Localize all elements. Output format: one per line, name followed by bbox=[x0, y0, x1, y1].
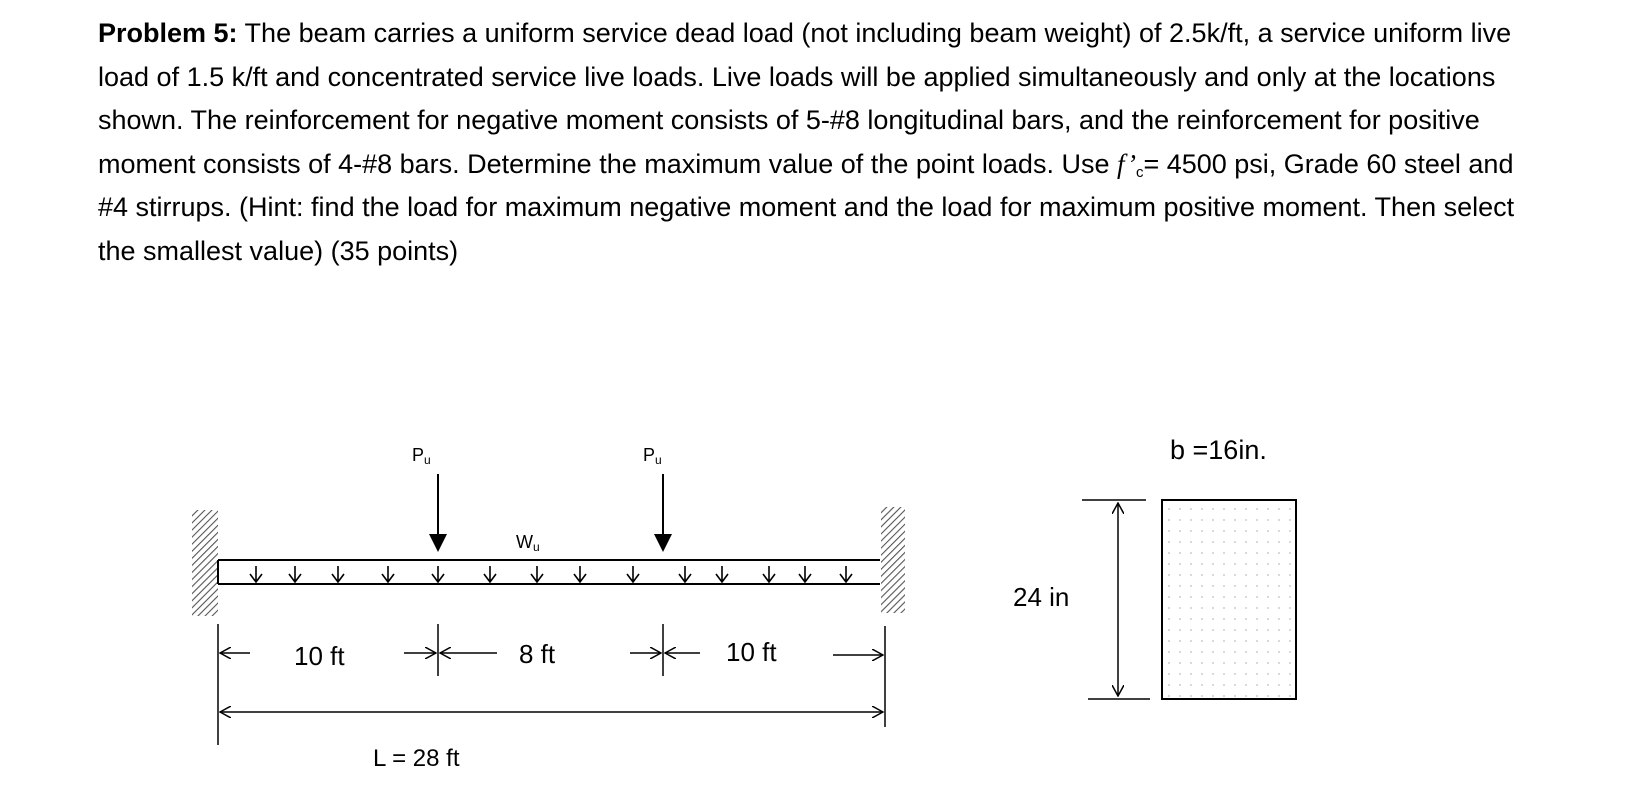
beam-cross-section bbox=[1162, 500, 1296, 699]
point-load-left-arrow bbox=[429, 474, 447, 552]
fc-subscript: c bbox=[1135, 163, 1144, 181]
left-fixed-support bbox=[192, 510, 218, 616]
distributed-load-label: Wu bbox=[516, 532, 540, 554]
point-load-right-arrow bbox=[654, 474, 672, 552]
span-left-label: 10 ft bbox=[294, 641, 345, 671]
problem-text-part-2: = 4500 psi, Grade 60 steel and #4 stirrups. (Hint: find the load for maximum negative moment and the load for maximum positive moment. Then select the smallest value) (35 points) bbox=[98, 148, 1515, 266]
problem-text-part-1: The beam carries a uniform service dead load (not including beam weight) of 2.5k/ft, a service uniform live load of 1.5 k/ft and concentrated service live loads. Live loads will be applied simultaneously and only at the locations shown. The reinforcement for negative moment consists of 5-#8 longitudinal bars, and the reinforcement for positive moment consists of 4-#8 bars. Determine the maximum value of the point loads. Use bbox=[98, 18, 1512, 179]
span-right-label: 10 ft bbox=[726, 637, 777, 667]
section-width-label: b =16in. bbox=[1170, 435, 1267, 465]
point-load-left-label: Pu bbox=[412, 445, 431, 467]
section-height-dimension bbox=[1082, 500, 1150, 699]
section-height-label: 24 in bbox=[1013, 582, 1070, 612]
beam bbox=[218, 560, 880, 584]
span-middle-label: 8 ft bbox=[519, 639, 556, 669]
right-fixed-support bbox=[881, 507, 905, 613]
point-load-right-label: Pu bbox=[643, 445, 662, 467]
problem-label: Problem 5: bbox=[98, 18, 238, 48]
distributed-load-arrows bbox=[250, 566, 852, 582]
total-length-label: L = 28 ft bbox=[373, 745, 460, 772]
fc-symbol: f’ bbox=[1116, 148, 1136, 179]
